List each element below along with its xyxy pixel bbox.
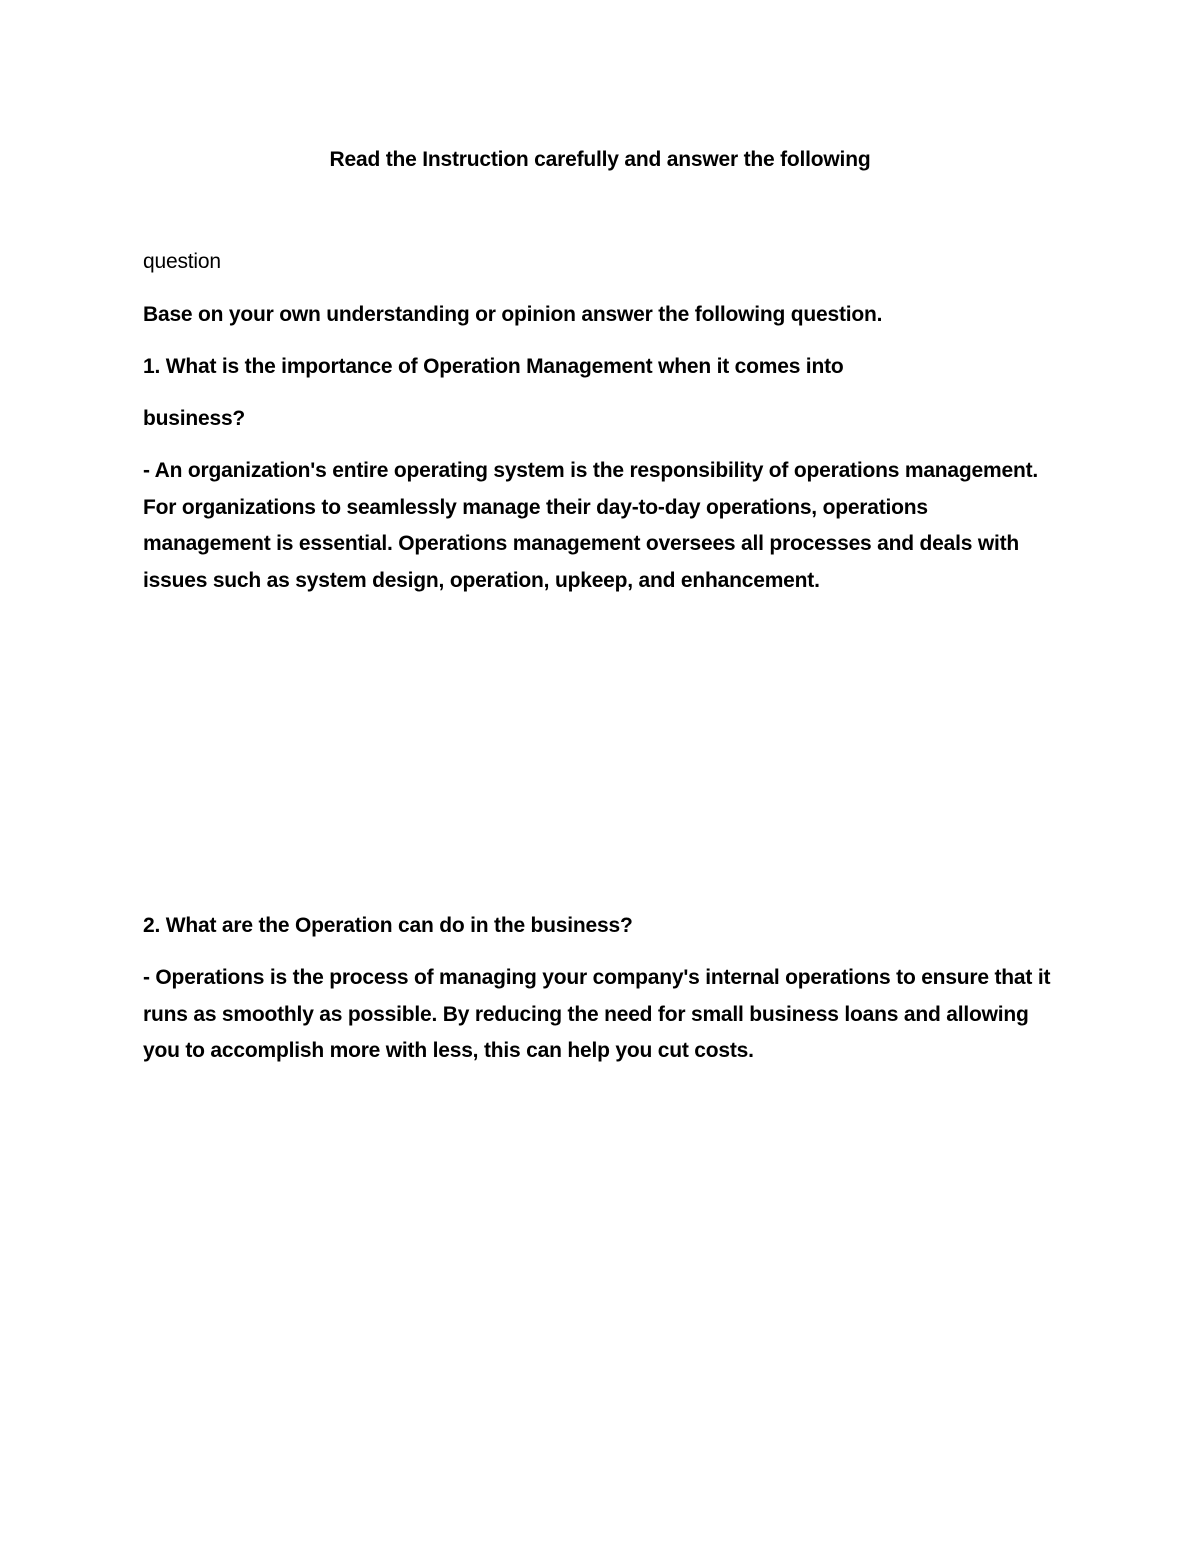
instruction-text: Base on your own understanding or opinion answer the following question. [143,303,883,326]
question-2: 2. What are the Operation can do in the business? [143,914,633,937]
answer-1: - An organization's entire operating system is the responsibility of operations management. For organizations to seamlessly manage their day-to-day operations, operations management is essential. Operations management oversees all processes and deals with issues such as system design, operation, upkeep, and enhancement. [143,459,1039,592]
question-1-line-1: 1. What is the importance of Operation Management when it comes into [143,355,844,378]
answer-2: - Operations is the process of managing your company's internal operations to ensure that it runs as smoothly as possible. By reducing the need for small business loans and allowing you to accomplish more with less, this can help you cut costs. [143,966,1051,1062]
document-title: Read the Instruction carefully and answer the following [329,148,871,171]
intro-word: question [143,250,221,273]
question-1-line-2: business? [143,407,246,430]
